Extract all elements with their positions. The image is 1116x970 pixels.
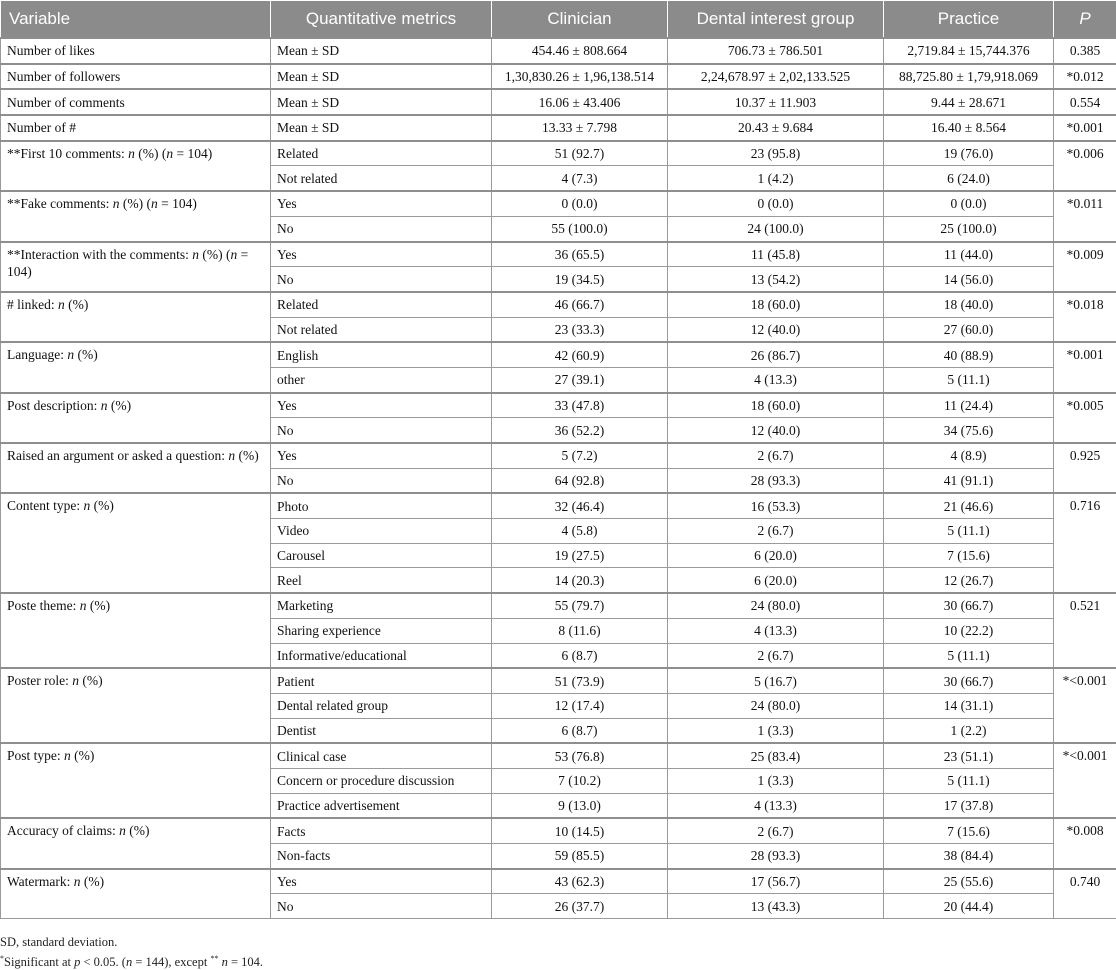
dental-interest-group-cell: 1 (4.2) [668,166,884,191]
clinician-cell: 55 (79.7) [492,593,668,618]
metric-cell: Mean ± SD [271,115,492,141]
metric-cell: other [271,367,492,392]
p-value-cell: 0.925 [1054,443,1116,493]
header-quantitative-metrics: Quantitative metrics [271,1,492,39]
practice-cell: 12 (26.7) [884,568,1054,593]
table-row [1,393,1116,418]
variable-cell: **Interaction with the comments: n (%) (n = 104) [1,242,271,292]
p-value-cell: *0.009 [1054,242,1116,292]
practice-cell: 11 (44.0) [884,242,1054,267]
clinician-cell: 19 (34.5) [492,267,668,292]
practice-cell: 6 (24.0) [884,166,1054,191]
header-practice: Practice [884,1,1054,39]
metric-cell: Not related [271,317,492,342]
metric-cell: Yes [271,443,492,468]
dental-interest-group-cell: 26 (86.7) [668,342,884,367]
metric-cell: Dental related group [271,693,492,718]
clinician-cell: 26 (37.7) [492,894,668,919]
p-value-cell: 0.740 [1054,869,1116,919]
clinician-cell: 13.33 ± 7.798 [492,115,668,141]
metric-cell: Clinical case [271,743,492,768]
practice-cell: 5 (11.1) [884,768,1054,793]
p-value-cell: 0.554 [1054,89,1116,115]
dental-interest-group-cell: 24 (80.0) [668,593,884,618]
dental-interest-group-cell: 4 (13.3) [668,618,884,643]
metric-cell: Carousel [271,543,492,568]
metric-cell: No [271,267,492,292]
practice-cell: 4 (8.9) [884,443,1054,468]
p-value-cell: *0.001 [1054,342,1116,392]
clinician-cell: 27 (39.1) [492,367,668,392]
practice-cell: 25 (55.6) [884,869,1054,894]
footnote-significance: *Significant at p < 0.05. (n = 144), except ** n = 104. [0,954,263,970]
dental-interest-group-cell: 6 (20.0) [668,543,884,568]
clinician-cell: 46 (66.7) [492,292,668,317]
table-row [1,668,1116,693]
metric-cell: Yes [271,393,492,418]
dental-interest-group-cell: 13 (43.3) [668,894,884,919]
practice-cell: 41 (91.1) [884,468,1054,493]
practice-cell: 21 (46.6) [884,493,1054,518]
practice-cell: 20 (44.4) [884,894,1054,919]
clinician-cell: 19 (27.5) [492,543,668,568]
metric-cell: Patient [271,668,492,693]
clinician-cell: 9 (13.0) [492,793,668,818]
p-value-cell: *0.001 [1054,115,1116,141]
practice-cell: 30 (66.7) [884,668,1054,693]
metric-cell: Sharing experience [271,618,492,643]
p-value-cell: *<0.001 [1054,743,1116,818]
practice-cell: 5 (11.1) [884,519,1054,544]
variable-cell: Poste theme: n (%) [1,593,271,668]
table-body [1,38,1116,919]
practice-cell: 18 (40.0) [884,292,1054,317]
dental-interest-group-cell: 25 (83.4) [668,743,884,768]
clinician-cell: 64 (92.8) [492,468,668,493]
table-row [1,593,1116,618]
practice-cell: 30 (66.7) [884,593,1054,618]
dental-interest-group-cell: 1 (3.3) [668,718,884,743]
clinician-cell: 32 (46.4) [492,493,668,518]
clinician-cell: 6 (8.7) [492,643,668,668]
table-row [1,292,1116,317]
clinician-cell: 7 (10.2) [492,768,668,793]
variable-cell: Number of likes [1,38,271,64]
clinician-cell: 0 (0.0) [492,191,668,216]
practice-cell: 40 (88.9) [884,342,1054,367]
clinician-cell: 10 (14.5) [492,818,668,843]
practice-cell: 17 (37.8) [884,793,1054,818]
variable-cell: Number of followers [1,64,271,90]
dental-interest-group-cell: 16 (53.3) [668,493,884,518]
clinician-cell: 53 (76.8) [492,743,668,768]
dental-interest-group-cell: 20.43 ± 9.684 [668,115,884,141]
metric-cell: Related [271,141,492,166]
variable-cell: Number of # [1,115,271,141]
header-variable: Variable [1,1,271,39]
dental-interest-group-cell: 24 (80.0) [668,693,884,718]
practice-cell: 5 (11.1) [884,367,1054,392]
p-value-cell: *0.008 [1054,818,1116,868]
practice-cell: 27 (60.0) [884,317,1054,342]
footnote-sd: SD, standard deviation. [0,935,117,950]
metric-cell: English [271,342,492,367]
clinician-cell: 454.46 ± 808.664 [492,38,668,64]
practice-cell: 10 (22.2) [884,618,1054,643]
practice-cell: 25 (100.0) [884,216,1054,241]
metric-cell: Marketing [271,593,492,618]
clinician-cell: 36 (65.5) [492,242,668,267]
practice-cell: 14 (56.0) [884,267,1054,292]
clinician-cell: 12 (17.4) [492,693,668,718]
dental-interest-group-cell: 0 (0.0) [668,191,884,216]
dental-interest-group-cell: 23 (95.8) [668,141,884,166]
metric-cell: Non-facts [271,844,492,869]
table-row [1,38,1116,64]
clinician-cell: 59 (85.5) [492,844,668,869]
metric-cell: Facts [271,818,492,843]
dental-interest-group-cell: 2 (6.7) [668,443,884,468]
variable-cell: Language: n (%) [1,342,271,392]
metric-cell: Practice advertisement [271,793,492,818]
dental-interest-group-cell: 17 (56.7) [668,869,884,894]
dental-interest-group-cell: 13 (54.2) [668,267,884,292]
variable-cell: # linked: n (%) [1,292,271,342]
header-p-value: P [1054,1,1116,39]
metric-cell: Yes [271,191,492,216]
metric-cell: Yes [271,242,492,267]
practice-cell: 9.44 ± 28.671 [884,89,1054,115]
variable-cell: Raised an argument or asked a question: n (%) [1,443,271,493]
practice-cell: 7 (15.6) [884,543,1054,568]
variable-cell: Watermark: n (%) [1,869,271,919]
table-row [1,743,1116,768]
dental-interest-group-cell: 11 (45.8) [668,242,884,267]
practice-cell: 14 (31.1) [884,693,1054,718]
practice-cell: 7 (15.6) [884,818,1054,843]
dental-interest-group-cell: 18 (60.0) [668,292,884,317]
dental-interest-group-cell: 4 (13.3) [668,793,884,818]
practice-cell: 2,719.84 ± 15,744.376 [884,38,1054,64]
table-row [1,64,1116,90]
practice-cell: 11 (24.4) [884,393,1054,418]
clinician-cell: 14 (20.3) [492,568,668,593]
p-value-cell: 0.385 [1054,38,1116,64]
metric-cell: Dentist [271,718,492,743]
practice-cell: 0 (0.0) [884,191,1054,216]
variable-cell: Accuracy of claims: n (%) [1,818,271,868]
metric-cell: Yes [271,869,492,894]
clinician-cell: 51 (73.9) [492,668,668,693]
table-row [1,493,1116,518]
metric-cell: Concern or procedure discussion [271,768,492,793]
metric-cell: No [271,894,492,919]
variable-cell: Content type: n (%) [1,493,271,593]
table-row [1,242,1116,267]
variable-cell: Post description: n (%) [1,393,271,443]
dental-interest-group-cell: 5 (16.7) [668,668,884,693]
metric-cell: Related [271,292,492,317]
clinician-cell: 4 (5.8) [492,519,668,544]
variable-cell: Poster role: n (%) [1,668,271,743]
practice-cell: 5 (11.1) [884,643,1054,668]
p-value-cell: *0.005 [1054,393,1116,443]
table-header [1,1,1116,39]
dental-interest-group-cell: 6 (20.0) [668,568,884,593]
p-value-cell: *0.011 [1054,191,1116,241]
table-row [1,869,1116,894]
clinician-cell: 5 (7.2) [492,443,668,468]
metric-cell: No [271,418,492,443]
practice-cell: 34 (75.6) [884,418,1054,443]
p-value-cell: *0.018 [1054,292,1116,342]
table-row [1,89,1116,115]
clinician-cell: 1,30,830.26 ± 1,96,138.514 [492,64,668,90]
metric-cell: Mean ± SD [271,89,492,115]
metric-cell: Mean ± SD [271,38,492,64]
practice-cell: 16.40 ± 8.564 [884,115,1054,141]
clinician-cell: 4 (7.3) [492,166,668,191]
practice-cell: 1 (2.2) [884,718,1054,743]
p-value-cell: *0.006 [1054,141,1116,191]
clinician-cell: 6 (8.7) [492,718,668,743]
table-row [1,191,1116,216]
variable-cell: Post type: n (%) [1,743,271,818]
variable-cell: **First 10 comments: n (%) (n = 104) [1,141,271,191]
metric-cell: No [271,468,492,493]
dental-interest-group-cell: 2 (6.7) [668,818,884,843]
p-value-cell: *<0.001 [1054,668,1116,743]
practice-cell: 23 (51.1) [884,743,1054,768]
clinician-cell: 23 (33.3) [492,317,668,342]
table-row [1,141,1116,166]
dental-interest-group-cell: 10.37 ± 11.903 [668,89,884,115]
dental-interest-group-cell: 28 (93.3) [668,844,884,869]
practice-cell: 88,725.80 ± 1,79,918.069 [884,64,1054,90]
header-dental-interest-group: Dental interest group [668,1,884,39]
dental-interest-group-cell: 2 (6.7) [668,519,884,544]
header-row [1,1,1116,39]
metric-cell: Informative/educational [271,643,492,668]
metric-cell: Mean ± SD [271,64,492,90]
practice-cell: 38 (84.4) [884,844,1054,869]
dental-interest-group-cell: 28 (93.3) [668,468,884,493]
p-value-cell: 0.716 [1054,493,1116,593]
metric-cell: Photo [271,493,492,518]
clinician-cell: 42 (60.9) [492,342,668,367]
variable-cell: **Fake comments: n (%) (n = 104) [1,191,271,241]
dental-interest-group-cell: 24 (100.0) [668,216,884,241]
clinician-cell: 8 (11.6) [492,618,668,643]
clinician-cell: 36 (52.2) [492,418,668,443]
table-row [1,115,1116,141]
practice-cell: 19 (76.0) [884,141,1054,166]
dental-interest-group-cell: 706.73 ± 786.501 [668,38,884,64]
metric-cell: Reel [271,568,492,593]
header-clinician: Clinician [492,1,668,39]
clinician-cell: 16.06 ± 43.406 [492,89,668,115]
metric-cell: Video [271,519,492,544]
metric-cell: Not related [271,166,492,191]
dental-interest-group-cell: 12 (40.0) [668,317,884,342]
dental-interest-group-cell: 12 (40.0) [668,418,884,443]
table-row [1,443,1116,468]
p-value-cell: 0.521 [1054,593,1116,668]
dental-interest-group-cell: 1 (3.3) [668,768,884,793]
table-row [1,818,1116,843]
dental-interest-group-cell: 18 (60.0) [668,393,884,418]
dental-interest-group-cell: 2,24,678.97 ± 2,02,133.525 [668,64,884,90]
table-row [1,342,1116,367]
clinician-cell: 55 (100.0) [492,216,668,241]
dental-interest-group-cell: 2 (6.7) [668,643,884,668]
p-value-cell: *0.012 [1054,64,1116,90]
clinician-cell: 33 (47.8) [492,393,668,418]
metric-cell: No [271,216,492,241]
clinician-cell: 51 (92.7) [492,141,668,166]
variable-cell: Number of comments [1,89,271,115]
clinician-cell: 43 (62.3) [492,869,668,894]
dental-interest-group-cell: 4 (13.3) [668,367,884,392]
